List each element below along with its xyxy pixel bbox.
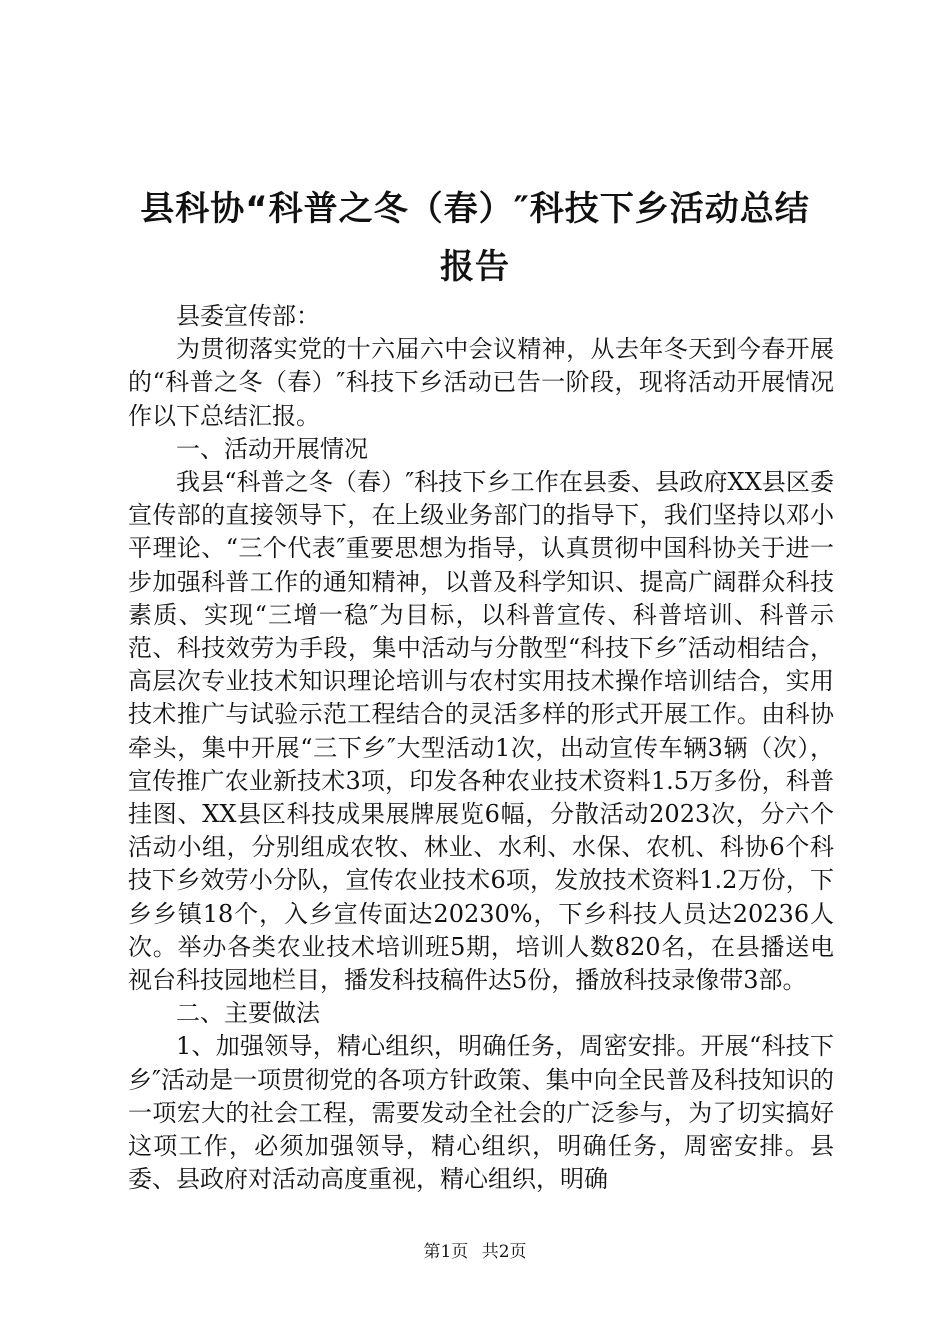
section-2-heading: 二、主要做法 [176,999,320,1028]
document-body [128,300,834,1196]
addressee: 县委宣传部： [176,302,320,330]
section-2-paragraph: 1、加强领导，精心组织，明确任务，周密安排。开展“科技下乡″活动是一项贯彻党的各项方针政策、集中向全民普及科技知识的一项宏大的社会工程，需要发动全社会的广泛参与，为了切实搞好这项工作，必须加强领导，精心组织，明确任务，周密安排。县委、县政府对活动高度重视，精心组织，明确 [128,1032,834,1194]
intro-paragraph: 为贯彻落实党的十六届六中会议精神，从去年冬天到今春开展的“科普之冬（春）″科技下乡活动已告一阶段，现将活动开展情况作以下总结汇报。 [128,335,834,430]
page-footer [0,1240,950,1264]
section-1-heading: 一、活动开展情况 [176,434,368,463]
document-title [100,180,850,296]
title-line-2: 报告 [440,247,510,287]
section-1-paragraph: 我县“科普之冬（春）″科技下乡工作在县委、县政府XX县区委宣传部的直接领导下，在上级业务部门的指导下，我们坚持以邓小平理论、“三个代表″重要思想为指导，认真贯彻中国科协关于进一步加强科普工作的通知精神，以普及科学知识、提高广阔群众科技素质、实现“三增一稳″为目标，以科普宣传、科普培训、科普示范、科技效劳为手段，集中活动与分散型“科技下乡″活动相结合，高层次专业技术知识理论培训与农村实用技术操作培训结合，实用技术推广与试验示范工程结合的灵活多样的形式开展工作。由科协牵头，集中开展“三下乡″大型活动1次，出动宣传车辆3辆（次），宣传推广农业新技术3项，印发各种农业技术资料1.5万多份，科普挂图、XX县区科技成果展牌展览6幅，分散活动2023次，分六个活动小组，分别组成农牧、林业、水利、水保、农机、科协6个科技下乡效劳小分队，宣传农业技术6项，发放技术资料1.2万份，下乡乡镇18个，入乡宣传面达20230%，下乡科技人员达20236人次。举办各类农业技术培训班5期，培训人数820名，在县播送电视台科技园地栏目，播发科技稿件达5份，播放科技录像带3部。 [128,468,834,995]
page-total: 共2页 [481,1242,527,1262]
title-line-1: 县科协“科普之冬（春）″科技下乡活动总结 [140,189,810,229]
page-number: 第1页 [423,1242,469,1262]
